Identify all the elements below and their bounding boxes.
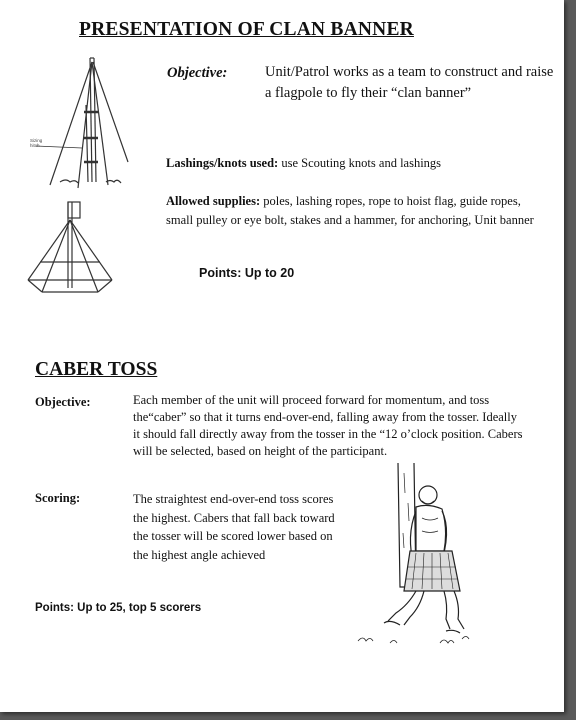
lashings-label: Lashings/knots used: <box>166 156 279 170</box>
supplies-text: poles, lashing ropes, rope to hoist flag, guide ropes, small pulley or eye bolt, stakes and a hammer, for anchoring, Unit banner <box>166 194 534 227</box>
points-caber-toss: Points: Up to 25, top 5 scorers <box>35 602 202 614</box>
scoring-text: The straightest end-over-end toss scores the highest. Cabers that fall back toward the tosser will be scored lower based on the highest angle achieved <box>133 492 335 562</box>
caber-objective-label: Objective: <box>35 395 91 409</box>
objective-text: Unit/Patrol works as a team to construct and raise a flagpole to fly their “clan banner” <box>265 64 554 101</box>
section-title-caber-toss: CABER TOSS <box>35 359 158 380</box>
objective-label: Objective: <box>167 65 228 81</box>
points-clan-banner: Points: Up to 20 <box>199 266 295 280</box>
scoring-label: Scoring: <box>35 491 81 505</box>
supplies-label: Allowed supplies: <box>166 194 261 208</box>
lashings-line <box>166 156 441 171</box>
lashings-text: use Scouting knots and lashings <box>278 156 442 170</box>
diagram-callout-label: Sizing hitch <box>30 138 43 148</box>
caber-tosser-illustration <box>350 463 480 648</box>
supplies-paragraph <box>166 192 546 230</box>
caber-objective-text: Each member of the unit will proceed forward for momentum, and toss the“caber” so that it turns end-over-end, falling away from the tosser. Ideally it should fall directly away from the tosser in the “12 o’clock position. Cabers will be selected, based on height of the participant. <box>133 393 523 458</box>
flagpole-illustration <box>20 50 160 295</box>
section-title-clan-banner: PRESENTATION OF CLAN BANNER <box>79 19 414 40</box>
